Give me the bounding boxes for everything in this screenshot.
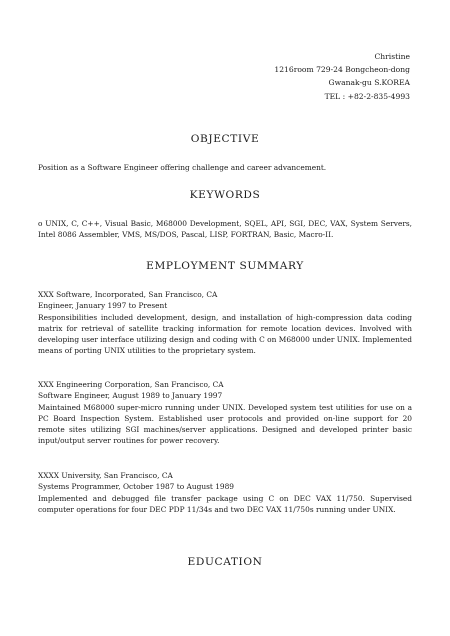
job-company: XXX Software, Incorporated, San Francisco, CA bbox=[38, 290, 218, 299]
education-heading: EDUCATION bbox=[187, 556, 263, 568]
contact-address-line-1: 1216room 729-24 Bongcheon-dong bbox=[274, 65, 410, 75]
job-title: Engineer, January 1997 to Present bbox=[38, 301, 168, 311]
contact-address-line-2: Gwanak-gu S.KOREA bbox=[328, 78, 410, 88]
objective-heading: OBJECTIVE bbox=[190, 133, 260, 145]
job-entry bbox=[38, 470, 412, 515]
employment-summary-heading: EMPLOYMENT SUMMARY bbox=[146, 260, 304, 272]
job-description: Responsibilities included development, design, and installation of high-compression data coding matrix for retrieval of satellite tracking information for remote location devices. Involved with developing user interface utilizing design and coding with C on M68000 under UNIX. Implemented means of porting UNIX utilities to the proprietary system. bbox=[38, 312, 412, 356]
keywords-heading: KEYWORDS bbox=[189, 189, 261, 201]
job-title: Systems Programmer, October 1987 to August 1989 bbox=[38, 482, 234, 492]
job-entry bbox=[38, 289, 412, 357]
job-description: Implemented and debugged file transfer package using C on DEC VAX 11/750. Supervised computer operations for four DEC PDP 11/34s and two DEC VAX 11/750s running under UNIX. bbox=[38, 493, 412, 514]
keywords-text: o UNIX, C, C++, Visual Basic, M68000 Development, SQEL, API, SGI, DEC, VAX, System Servers, Intel 8086 Assembler, VMS, MS/DOS, Pascal, LISP, FORTRAN, Basic, Macro-II. bbox=[38, 219, 412, 240]
objective-text: Position as a Software Engineer offering challenge and career advancement. bbox=[38, 163, 327, 172]
job-description: Maintained M68000 super-micro running under UNIX. Developed system test utilities for use on a PC Board Inspection System. Established user protocols and provided on-line support for 20 remote sites utilizing SGI machines/server applications. Designed and developed printer basic input/output server routines for power recovery. bbox=[38, 402, 412, 446]
job-company: XXX Engineering Corporation, San Francisco, CA bbox=[38, 380, 224, 389]
job-title: Software Engineer, August 1989 to January 1997 bbox=[38, 391, 223, 401]
contact-name: Christine bbox=[374, 52, 410, 61]
contact-block bbox=[274, 50, 410, 103]
job-company: XXXX University, San Francisco, CA bbox=[38, 471, 173, 480]
job-entry bbox=[38, 379, 412, 447]
contact-phone: TEL : +82-2-835-4993 bbox=[324, 91, 410, 101]
